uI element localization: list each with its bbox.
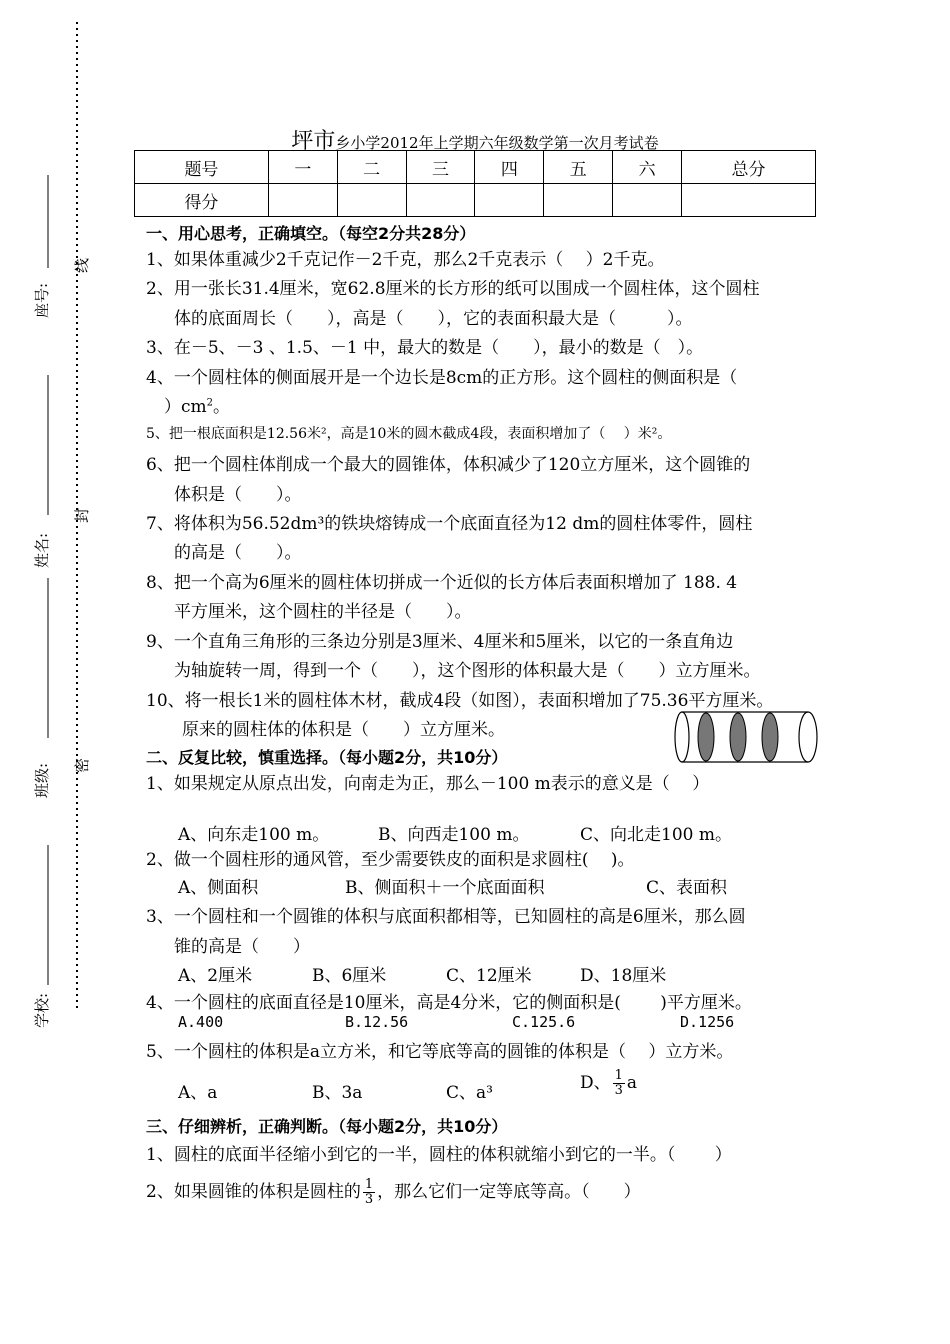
s2-q1-option-a[interactable]: A、向东走100 m。 — [178, 825, 330, 845]
seal-mark: 封 — [73, 507, 92, 524]
s2-q5: 5、一个圆柱的体积是a立方米，和它等底等高的圆锥的体积是（ ）立方米。 — [146, 1042, 734, 1062]
s1-q3: 3、在－5、－3 、1.5、－1 中，最大的数是（ ），最小的数是（ ）。 — [146, 338, 704, 358]
s1-q4-line2 — [164, 392, 230, 417]
s2-q2: 2、做一个圆柱形的通风管，至少需要铁皮的面积是求圆柱( )。 — [146, 850, 635, 870]
s1-q9-line2: 为轴旋转一周，得到一个（ ），这个图形的体积最大是（ ）立方厘米。 — [174, 661, 761, 681]
s2-q1-option-c[interactable]: C、向北走100 m。 — [580, 825, 732, 845]
fraction-denominator: 3 — [364, 1192, 374, 1207]
class-label: 班级: — [33, 762, 52, 799]
fraction-denominator: 3 — [614, 1083, 623, 1098]
s2-q5-option-d[interactable] — [580, 1068, 637, 1098]
s1-q9-line1: 9、一个直角三角形的三条边分别是3厘米、4厘米和5厘米，以它的一条直角边 — [146, 632, 734, 652]
table-cell: 二 — [337, 151, 406, 184]
seat-label: 座号: — [33, 282, 52, 319]
s3-q2-end: ，那么它们一定等底等高。（ ） — [377, 1182, 641, 1202]
s2-q3-option-c[interactable]: C、12厘米 — [446, 966, 532, 986]
s3-q2 — [146, 1177, 641, 1207]
score-table — [134, 150, 816, 217]
s3-q2-text: 2、如果圆锥的体积是圆柱的 — [146, 1182, 361, 1202]
fraction — [613, 1069, 625, 1098]
s2-q3-option-d[interactable]: D、18厘米 — [580, 966, 667, 986]
score-input-cell[interactable] — [682, 184, 816, 217]
cylinder-cut-figure — [672, 708, 822, 766]
section1-header: 一、用心思考，正确填空。（每空2分共28分） — [146, 224, 476, 243]
s2-q5-option-b[interactable]: B、3a — [312, 1083, 363, 1103]
s2-q2-option-c[interactable]: C、表面积 — [646, 878, 728, 898]
s2-q1: 1、如果规定从原点出发，向南走为正，那么－100 m表示的意义是（ ） — [146, 774, 710, 794]
s1-q4-text: ）cm — [164, 397, 207, 417]
s1-q7-line1: 7、将体积为56.52dm³的铁块熔铸成一个底面直径为12 dm的圆柱体零件，圆柱 — [146, 514, 753, 534]
s1-q8-line1: 8、把一个高为6厘米的圆柱体切拼成一个近似的长方体后表面积增加了 188. 4 — [146, 573, 738, 593]
table-cell: 六 — [613, 151, 682, 184]
s1-q10-line2: 原来的圆柱体的体积是（ ）立方厘米。 — [182, 720, 505, 740]
s1-q4-sup: 2 — [206, 397, 214, 409]
s1-q8-line2: 平方厘米，这个圆柱的半径是（ ）。 — [174, 602, 472, 622]
section2-header: 二、反复比较，慎重选择。（每小题2分，共10分） — [146, 748, 508, 767]
score-header-row — [135, 151, 816, 184]
score-input-cell[interactable] — [268, 184, 337, 217]
s2-q3-option-b[interactable]: B、6厘米 — [312, 966, 387, 986]
fraction — [363, 1178, 375, 1207]
s2-q2-option-b[interactable]: B、侧面积＋一个底面面积 — [345, 878, 545, 898]
s2-q5-option-d-var: a — [626, 1073, 638, 1093]
score-input-cell[interactable] — [337, 184, 406, 217]
s1-q10-line1: 10、将一根长1米的圆柱体木材，截成4段（如图），表面积增加了75.36平方厘米。 — [146, 691, 774, 711]
score-input-cell[interactable] — [406, 184, 475, 217]
score-input-cell[interactable] — [475, 184, 544, 217]
name-label: 姓名: — [33, 532, 52, 569]
s2-q3-line2: 锥的高是（ ） — [174, 937, 310, 957]
s2-q3-option-a[interactable]: A、2厘米 — [178, 966, 253, 986]
table-cell: 五 — [544, 151, 613, 184]
s1-q6-line2: 体积是（ ）。 — [174, 485, 302, 505]
s1-q4-end: 。 — [213, 397, 231, 417]
fraction-numerator: 1 — [364, 1177, 374, 1192]
s2-q4-option-a[interactable]: A.400 — [178, 1013, 224, 1031]
s1-q5: 5、把一根底面积是12.56米²，高是10米的圆木截成4段，表面积增加了（ ）米²。 — [146, 426, 672, 442]
table-cell: 四 — [475, 151, 544, 184]
s2-q3-line1: 3、一个圆柱和一个圆锥的体积与底面积都相等，已知圆柱的高是6厘米，那么圆 — [146, 907, 746, 927]
s1-q2-line2: 体的底面周长（ ），高是（ ），它的表面积最大是（ ）。 — [174, 309, 693, 329]
s2-q4-option-c[interactable]: C.125.6 — [512, 1013, 576, 1031]
s1-q1: 1、如果体重减少2千克记作－2千克，那么2千克表示（ ）2千克。 — [146, 250, 665, 270]
table-cell: 得分 — [135, 184, 269, 217]
title-big: 坪市 — [291, 129, 336, 154]
s2-q5-option-c[interactable]: C、a³ — [446, 1083, 493, 1103]
s1-q2-line1: 2、用一张长31.4厘米，宽62.8厘米的长方形的纸可以围成一个圆柱体，这个圆柱 — [146, 279, 760, 299]
table-cell: 三 — [406, 151, 475, 184]
score-input-cell[interactable] — [613, 184, 682, 217]
table-cell: 题号 — [135, 151, 269, 184]
s2-q4-option-d[interactable]: D.1256 — [680, 1013, 735, 1031]
s1-q4-line1: 4、一个圆柱体的侧面展开是一个边长是8cm的正方形。这个圆柱的侧面积是（ — [146, 368, 738, 388]
score-value-row — [135, 184, 816, 217]
school-label: 学校: — [33, 992, 52, 1029]
fraction-numerator: 1 — [614, 1068, 623, 1083]
table-cell: 一 — [268, 151, 337, 184]
score-input-cell[interactable] — [544, 184, 613, 217]
title-rest: 乡小学2012年上学期六年级数学第一次月考试卷 — [335, 134, 659, 152]
secret-mark: 密 — [73, 757, 92, 774]
s2-q4: 4、一个圆柱的底面直径是10厘米，高是4分米，它的侧面积是( )平方厘米。 — [146, 993, 752, 1013]
s2-q1-option-b[interactable]: B、向西走100 m。 — [378, 825, 530, 845]
table-cell: 总分 — [682, 151, 816, 184]
s2-q5-option-a[interactable]: A、a — [178, 1083, 218, 1103]
line-mark: 线 — [73, 257, 92, 274]
binding-margin — [0, 0, 130, 1344]
section3-header: 三、仔细辨析，正确判断。（每小题2分，共10分） — [146, 1117, 508, 1136]
s2-q5-option-d-label: D、 — [580, 1073, 611, 1093]
s1-q7-line2: 的高是（ ）。 — [174, 543, 302, 563]
s1-q6-line1: 6、把一个圆柱体削成一个最大的圆锥体，体积减少了120立方厘米，这个圆锥的 — [146, 455, 751, 475]
s2-q2-option-a[interactable]: A、侧面积 — [178, 878, 259, 898]
s2-q4-option-b[interactable]: B.12.56 — [345, 1013, 409, 1031]
s3-q1: 1、圆柱的底面半径缩小到它的一半，圆柱的体积就缩小到它的一半。（ ） — [146, 1145, 732, 1165]
